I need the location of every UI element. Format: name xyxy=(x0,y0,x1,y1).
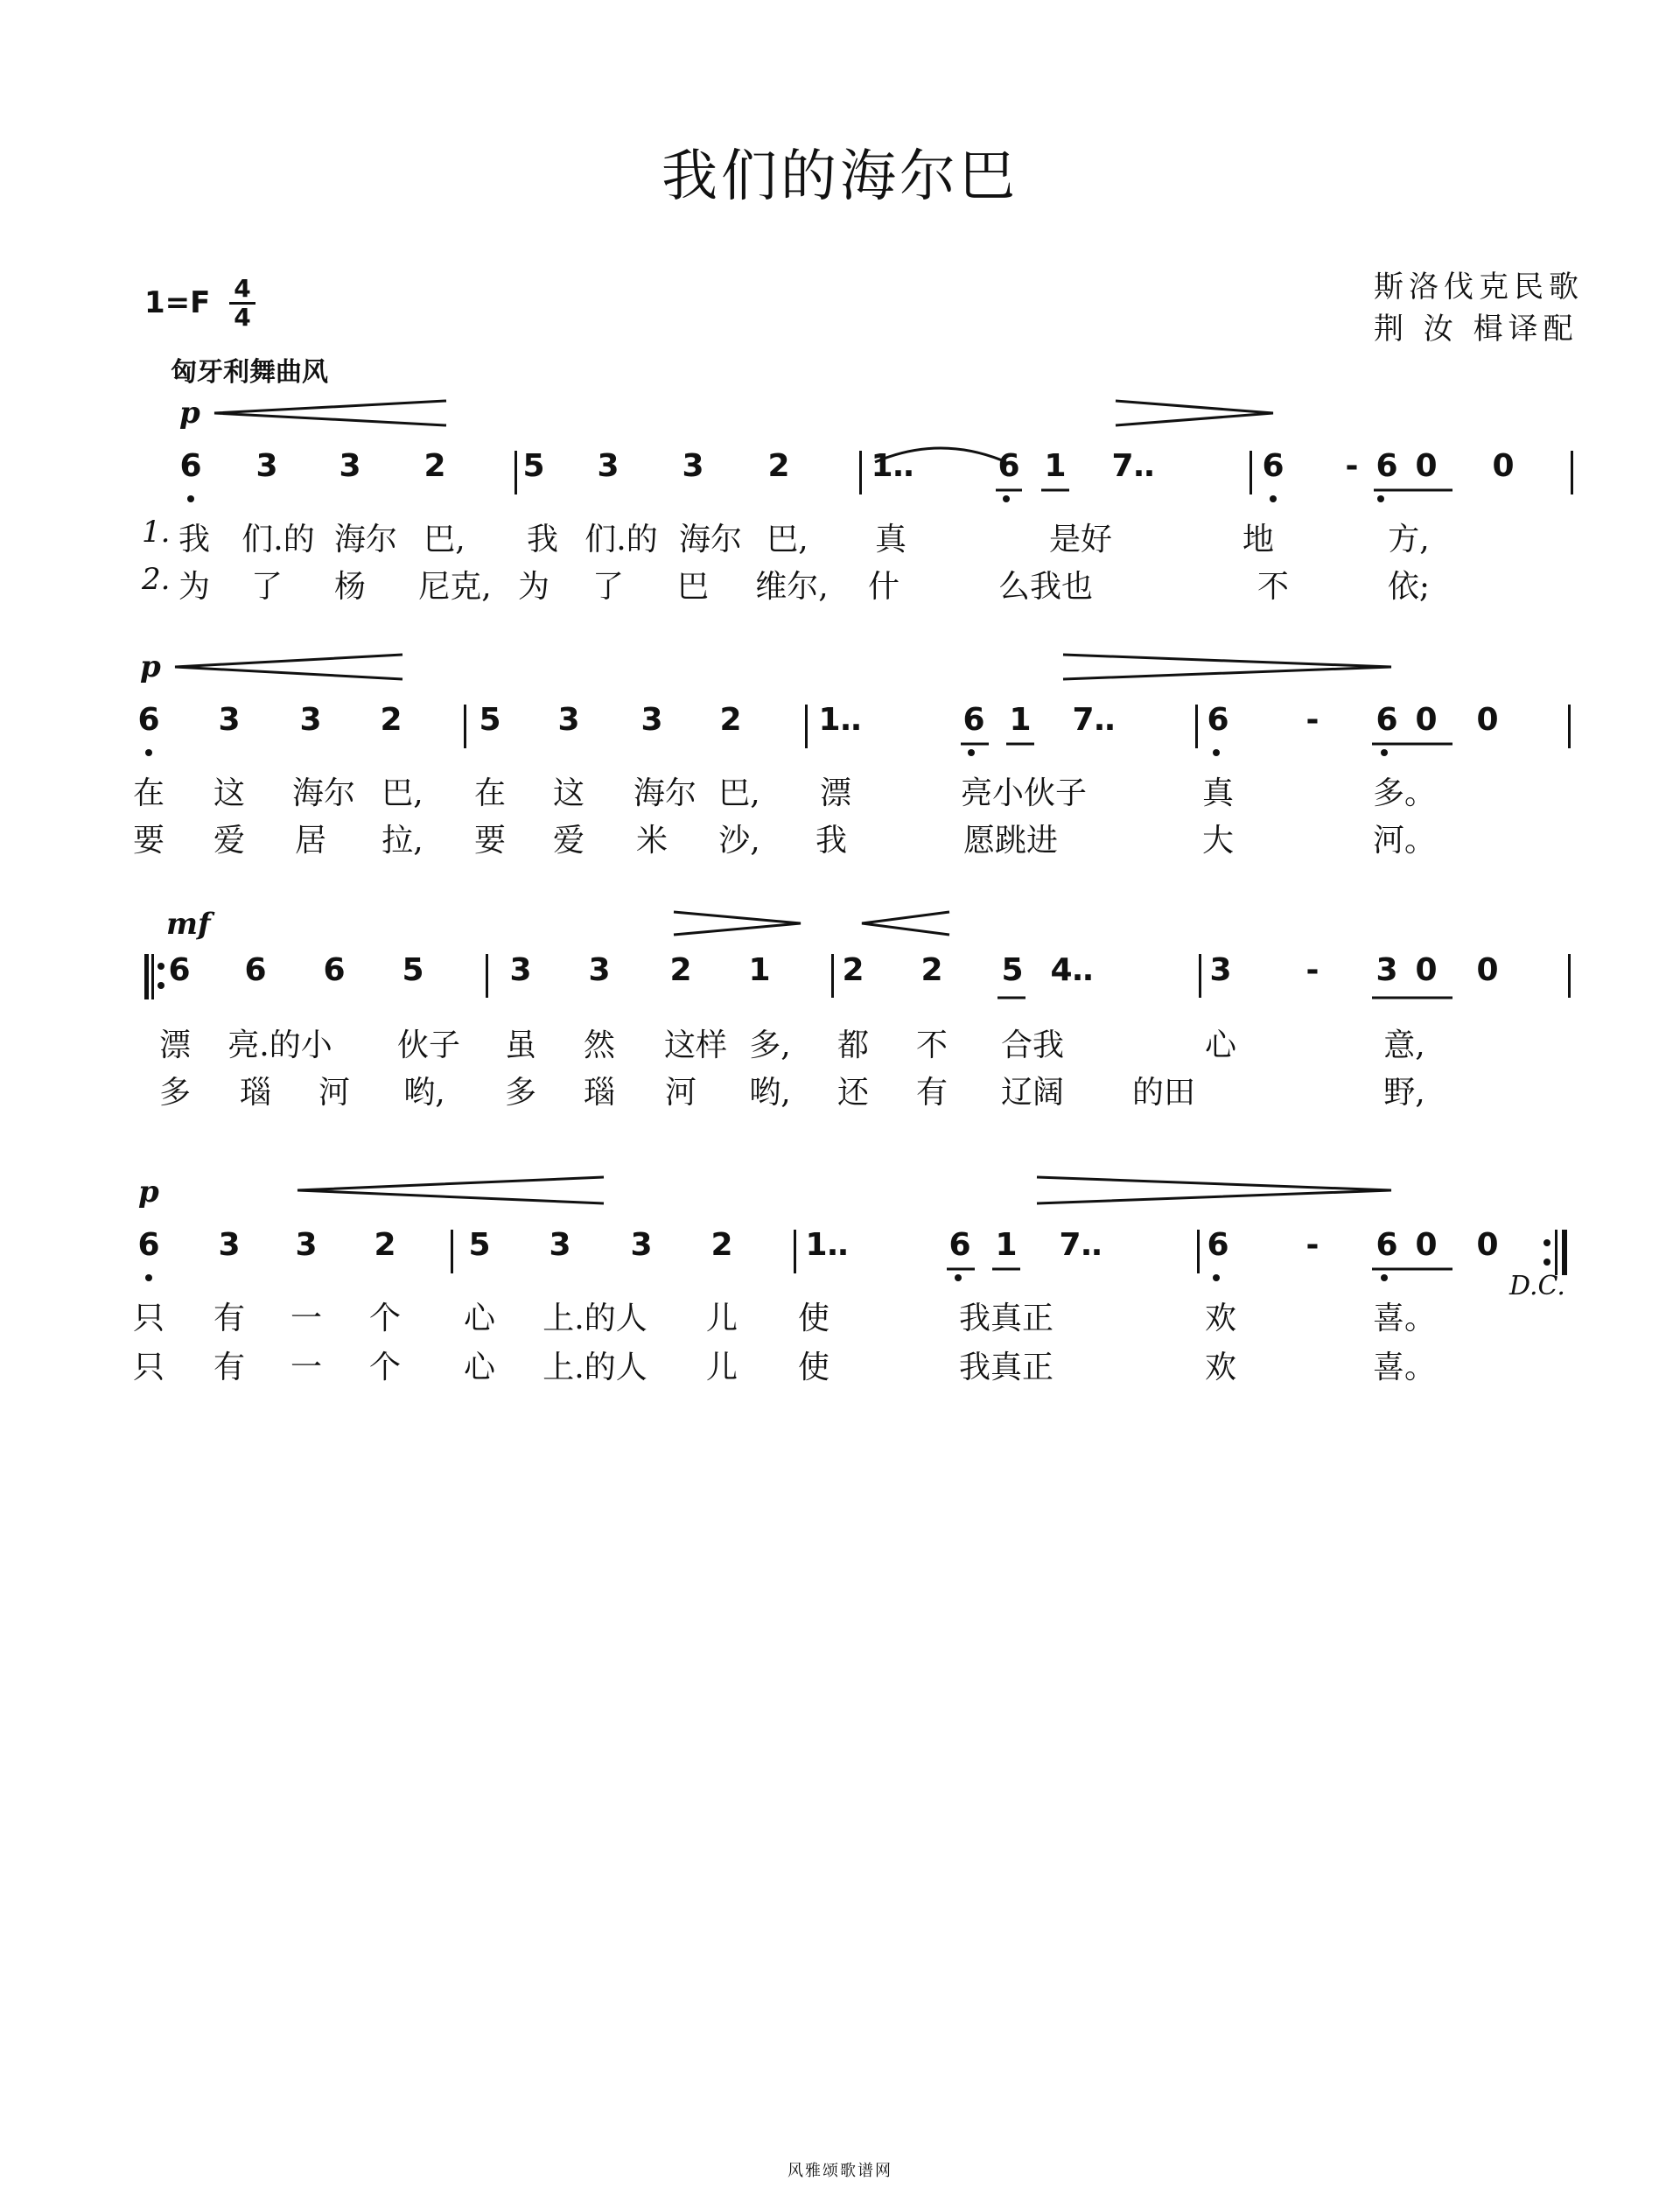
lyric: 拉, xyxy=(382,823,424,859)
note: 3 xyxy=(682,448,704,484)
lyric: 巴 xyxy=(676,569,710,605)
lyric: 我 xyxy=(526,522,559,558)
lyric: 瑙 xyxy=(583,1075,616,1111)
note: 1‥ xyxy=(818,702,862,738)
note: 1‥ xyxy=(871,448,914,484)
dal-capo-marking: D.C. xyxy=(1509,1271,1565,1301)
lyric: 真 xyxy=(1201,775,1235,811)
lyric: 个 xyxy=(368,1350,402,1385)
note: 0 xyxy=(1415,702,1438,738)
lyric: 巴, xyxy=(766,522,808,558)
lyric: 沙, xyxy=(718,823,760,859)
lyric: 都 xyxy=(836,1027,870,1063)
lyric: 尼克, xyxy=(418,569,492,605)
lyric: 还 xyxy=(836,1075,870,1111)
lyric: 杨 xyxy=(333,569,367,605)
verse-number: 1. xyxy=(142,515,171,550)
note: 3 xyxy=(339,448,361,484)
lyric: 伙子 xyxy=(396,1027,461,1063)
lyric: 们.的 xyxy=(242,522,315,558)
lyric: 有 xyxy=(915,1075,948,1111)
lyric: 意, xyxy=(1383,1027,1425,1063)
note: 7‥ xyxy=(1059,1227,1102,1263)
crescendo-hairpin xyxy=(175,655,402,679)
lyric: 漂 xyxy=(158,1027,192,1063)
note: - xyxy=(1306,1227,1320,1263)
lyric: 维尔, xyxy=(755,569,829,605)
note: 6 xyxy=(137,1227,160,1263)
lyric: 是好 xyxy=(1048,522,1113,558)
lyric: 哟, xyxy=(403,1075,445,1111)
lyric: 一 xyxy=(290,1301,323,1336)
lyric: 我真正 xyxy=(958,1350,1054,1385)
note: 6 xyxy=(179,448,202,484)
lyric: 海尔 xyxy=(678,522,743,558)
lyric: 为 xyxy=(517,569,550,605)
lyric: 什 xyxy=(867,569,900,605)
lyric: 这 xyxy=(213,775,246,811)
note: 3 xyxy=(256,448,278,484)
lyric: 只 xyxy=(132,1350,165,1385)
note: 5 xyxy=(522,448,545,484)
lyric: 真 xyxy=(874,522,907,558)
note: 0 xyxy=(1492,448,1515,484)
lyric: 只 xyxy=(132,1301,165,1336)
note: 1 xyxy=(1044,448,1067,484)
note: 0 xyxy=(1476,952,1499,988)
lyric: 合我 xyxy=(1000,1027,1065,1063)
note: - xyxy=(1306,702,1320,738)
note: 0 xyxy=(1415,1227,1438,1263)
decrescendo-hairpin xyxy=(1116,401,1273,425)
lyric: 方, xyxy=(1388,522,1430,558)
lyric: 河 xyxy=(318,1075,351,1111)
note: 5 xyxy=(468,1227,491,1263)
note: 4‥ xyxy=(1050,952,1094,988)
note: 1 xyxy=(1009,702,1032,738)
note: 3 xyxy=(588,952,611,988)
note: 6 xyxy=(1207,1227,1229,1263)
lyric: 海尔 xyxy=(633,775,697,811)
lyric: 河 xyxy=(664,1075,697,1111)
lyric: 心 xyxy=(1204,1027,1237,1063)
lyric: 心 xyxy=(463,1350,496,1385)
lyric: 辽阔 xyxy=(1000,1075,1065,1111)
note: 1‥ xyxy=(805,1227,849,1263)
tempo-marking: 匈牙利舞曲风 xyxy=(171,357,328,388)
note: 3 xyxy=(597,448,620,484)
lyric: 上.的人 xyxy=(542,1350,648,1385)
note: 2 xyxy=(719,702,742,738)
lyric: 在 xyxy=(132,775,165,811)
lyric: 愿跳进 xyxy=(962,823,1059,859)
footer-source: 风雅颂歌谱网 xyxy=(788,2162,892,2180)
lyric: 巴, xyxy=(382,775,424,811)
lyric: 爱 xyxy=(552,823,585,859)
lyric: 然 xyxy=(583,1027,616,1063)
lyric: 亮.的小 xyxy=(228,1027,332,1063)
note: 3 xyxy=(1209,952,1232,988)
lyric: 要 xyxy=(473,823,507,859)
lyric: 海尔 xyxy=(333,522,398,558)
crescendo-hairpin xyxy=(298,1177,604,1203)
note: 2 xyxy=(380,702,402,738)
lyric: 瑙 xyxy=(239,1075,272,1111)
note: 2 xyxy=(424,448,446,484)
lyric: 亮小伙子 xyxy=(960,775,1088,811)
lyric: 儿 xyxy=(705,1301,738,1336)
note: 0 xyxy=(1415,952,1438,988)
crescendo-hairpin xyxy=(862,912,949,935)
note: 6 xyxy=(168,952,191,988)
note: 7‥ xyxy=(1111,448,1155,484)
note: 3 xyxy=(1376,952,1398,988)
lyric: 野, xyxy=(1383,1075,1425,1111)
note: 6 xyxy=(1376,702,1398,738)
note: 0 xyxy=(1476,1227,1499,1263)
note: - xyxy=(1306,952,1320,988)
note: 5 xyxy=(1001,952,1024,988)
note: 6 xyxy=(244,952,267,988)
note: 7‥ xyxy=(1072,702,1116,738)
note: 2 xyxy=(920,952,943,988)
lyric: 为 xyxy=(178,569,211,605)
note: 3 xyxy=(218,702,241,738)
lyric: 巴, xyxy=(718,775,760,811)
lyric: 米 xyxy=(635,823,668,859)
lyric: 虽 xyxy=(504,1027,537,1063)
verse-number: 2. xyxy=(142,562,171,597)
note: 0 xyxy=(1415,448,1438,484)
lyric: 我 xyxy=(178,522,211,558)
note: 6 xyxy=(962,702,985,738)
lyric: 欢 xyxy=(1204,1350,1237,1385)
note: 1 xyxy=(995,1227,1018,1263)
lyric: 儿 xyxy=(705,1350,738,1385)
lyric: 有 xyxy=(213,1350,246,1385)
lyric: 多, xyxy=(749,1027,791,1063)
lyric: 居 xyxy=(294,823,327,859)
lyric: 不 xyxy=(915,1027,948,1063)
dynamic-marking: p xyxy=(179,396,200,431)
lyric: 了 xyxy=(250,569,284,605)
note: 2 xyxy=(842,952,864,988)
lyric: 地 xyxy=(1242,522,1275,558)
note: 6 xyxy=(1262,448,1284,484)
note: 3 xyxy=(295,1227,318,1263)
note: 5 xyxy=(402,952,424,988)
lyric: 这样 xyxy=(663,1027,728,1063)
lyric: 在 xyxy=(473,775,507,811)
lyric: 了 xyxy=(592,569,625,605)
lyric: 多 xyxy=(158,1075,192,1111)
lyric: 使 xyxy=(797,1301,830,1336)
note: - xyxy=(1345,448,1359,484)
lyric: 喜。 xyxy=(1372,1350,1437,1385)
decrescendo-hairpin xyxy=(1037,1177,1391,1203)
note: 6 xyxy=(323,952,346,988)
note: 1 xyxy=(748,952,771,988)
lyric: 们.的 xyxy=(584,522,658,558)
note: 6 xyxy=(1376,1227,1398,1263)
lyric: 么我也 xyxy=(998,569,1094,605)
song-title: 我们的海尔巴 xyxy=(662,144,1018,209)
lyric: 爱 xyxy=(213,823,246,859)
note: 3 xyxy=(557,702,580,738)
note: 2 xyxy=(710,1227,733,1263)
note: 6 xyxy=(948,1227,971,1263)
lyric: 多 xyxy=(504,1075,537,1111)
note: 0 xyxy=(1476,702,1499,738)
lyric: 巴, xyxy=(424,522,466,558)
crescendo-hairpin xyxy=(214,401,446,425)
note: 3 xyxy=(509,952,532,988)
dynamic-marking: p xyxy=(138,1175,159,1210)
note: 6 xyxy=(1207,702,1229,738)
lyric: 大 xyxy=(1201,823,1235,859)
note: 3 xyxy=(299,702,322,738)
lyric: 我 xyxy=(815,823,848,859)
lyric: 个 xyxy=(368,1301,402,1336)
note: 5 xyxy=(479,702,501,738)
lyric: 这 xyxy=(552,775,585,811)
origin-credit: 斯洛伐克民歌 xyxy=(1374,270,1584,305)
note: 6 xyxy=(137,702,160,738)
lyric: 一 xyxy=(290,1350,323,1385)
note: 3 xyxy=(218,1227,241,1263)
lyric: 心 xyxy=(463,1301,496,1336)
lyric: 依; xyxy=(1387,569,1431,605)
translator-credit: 荆 汝 楫译配 xyxy=(1374,312,1578,347)
lyric: 河。 xyxy=(1372,823,1437,859)
dynamic-marking: mf xyxy=(166,907,211,942)
note: 2 xyxy=(374,1227,396,1263)
decrescendo-hairpin xyxy=(674,912,801,935)
lyric: 的田 xyxy=(1131,1075,1196,1111)
lyric: 漂 xyxy=(819,775,852,811)
lyric: 海尔 xyxy=(291,775,356,811)
lyric: 我真正 xyxy=(958,1301,1054,1336)
lyric: 上.的人 xyxy=(542,1301,648,1336)
lyric: 喜。 xyxy=(1372,1301,1437,1336)
dynamic-marking: p xyxy=(140,649,161,684)
key-signature: 1=F xyxy=(144,285,211,320)
lyric: 哟, xyxy=(749,1075,791,1111)
note: 3 xyxy=(640,702,663,738)
note: 3 xyxy=(549,1227,571,1263)
lyric: 有 xyxy=(213,1301,246,1336)
note: 6 xyxy=(1376,448,1398,484)
lyric: 要 xyxy=(132,823,165,859)
decrescendo-hairpin xyxy=(1063,655,1391,679)
lyric: 多。 xyxy=(1372,775,1437,811)
note: 6 xyxy=(998,448,1020,484)
note: 2 xyxy=(767,448,790,484)
time-signature-bottom: 4 xyxy=(234,303,251,332)
time-signature-top: 4 xyxy=(234,274,251,303)
lyric: 不 xyxy=(1256,569,1290,605)
note: 2 xyxy=(669,952,692,988)
note: 3 xyxy=(630,1227,653,1263)
lyric: 欢 xyxy=(1204,1301,1237,1336)
lyric: 使 xyxy=(797,1350,830,1385)
